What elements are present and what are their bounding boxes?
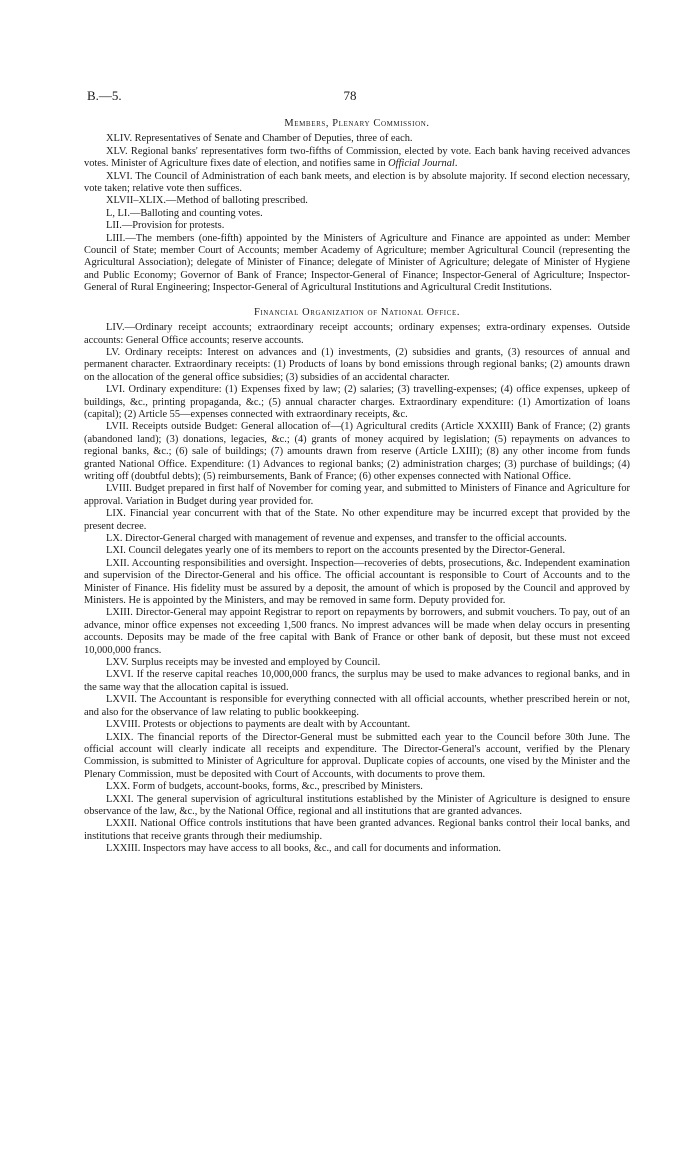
clause-paragraph bbox=[84, 657, 630, 669]
clause-paragraph bbox=[84, 220, 630, 232]
journal-title: Official Journal bbox=[388, 158, 455, 170]
clause-text: LXIX. The financial reports of the Director-General must be submitted each year to the Council before 30th June. The official account will clearly indicate all receipts and expenditure. The Director-General's account, verified by the Plenary Commission, is submitted to Minister of Agriculture for approval. Duplicate copies of accounts, one vised by the Minister and the Plenary Commission, must be deposited with Court of Accounts, with documents to prove them. bbox=[84, 731, 630, 780]
clause-paragraph bbox=[84, 508, 630, 533]
clause-paragraph bbox=[84, 732, 630, 782]
clause-text: XLIV. Representatives of Senate and Chamber of Deputies, three of each. bbox=[106, 133, 413, 145]
clause-text: LX. Director-General charged with management of revenue and expenses, and transfer to the official accounts. bbox=[106, 533, 567, 544]
clause-text: XLV. Regional banks' representatives form two-fifths of Commission, elected by vote. Each bank having received advances votes. Minister of Agriculture fixes date of election, and notifies same in bbox=[84, 145, 630, 170]
clause-text: LXV. Surplus receipts may be invested and employed by Council. bbox=[106, 657, 381, 669]
clause-text: LXXIII. Inspectors may have access to all books, &c., and call for documents and information. bbox=[106, 843, 502, 855]
clause-text: LXVII. The Accountant is responsible for everything connected with all official accounts, whether prescribed herein or not, and also for the observance of law relating to public bookkeeping. bbox=[84, 694, 630, 718]
clause-text: LVIII. Budget prepared in first half of November for coming year, and submitted to Ministers of Finance and Agriculture for approval. Variation in Budget during year provided for. bbox=[84, 483, 630, 507]
clause-text: LIX. Financial year concurrent with that of the State. No other expenditure may be incurred except that provided by the present decree. bbox=[84, 508, 630, 532]
clause-text: LIV.—Ordinary receipt accounts; extraordinary receipt accounts; ordinary expenses; extra-ordinary expenses. Outside accounts: General Office accounts; reserve accounts. bbox=[84, 322, 630, 346]
page-header bbox=[0, 88, 700, 108]
clause-paragraph bbox=[84, 171, 630, 196]
clause-paragraph bbox=[84, 195, 630, 207]
document-reference: B.—5. bbox=[87, 88, 122, 103]
clause-paragraph bbox=[84, 208, 630, 220]
clause-text: LXXI. The general supervision of agricultural institutions established by the Minister of Agriculture is designed to ensure observance of the law, &c., by the National Office, regional and all institutions that are granted advances. bbox=[84, 793, 630, 817]
clause-text: LXXII. National Office controls institutions that have been granted advances. Regional banks control their local banks, and institutions that receive grants through their mediumship. bbox=[84, 818, 630, 842]
clause-paragraph bbox=[84, 347, 630, 384]
clause-text: LXII. Accounting responsibilities and oversight. Inspection—recoveries of debts, prosecutions, &c. Independent examination and supervision of the Director-General and his office. The official accountant is responsible to Court of Accounts and to the Minister of Finance. His fidelity must be assured by a deposit, the amount of which is proposed by the Council and approved by Ministers. He is appointed by the Ministers, and may be removed in same form. Deputy provided for. bbox=[84, 557, 630, 607]
clause-paragraph bbox=[84, 781, 630, 793]
clause-tail: . bbox=[454, 158, 458, 170]
clause-text: LXVIII. Protests or objections to payments are dealt with by Accountant. bbox=[106, 719, 411, 731]
clause-paragraph bbox=[84, 719, 630, 731]
clause-text: LV. Ordinary receipts: Interest on advances and (1) investments, (2) subsidies and grants, (3) resources of annual and permanent character. Extraordinary receipts: (1) Products of loans by bond emissions through regional banks; (2) amounts drawn on the allocation of the general office subsidies; (3) subsidies of an accidental character. bbox=[84, 346, 630, 383]
section-heading: Financial Organization of National Office. bbox=[253, 306, 461, 318]
clause-text: LVI. Ordinary expenditure: (1) Expenses fixed by law; (2) salaries; (3) travelling-expenses; (4) office expenses, upkeep of buildings, &c., printing propaganda, &c.; (5) annual character charges. Extraordinary expenditure: (1) Amortization of loans (capital); (2) Article 55—expenses connected with extraordinary receipts, &c. bbox=[84, 384, 630, 420]
document-body bbox=[84, 118, 630, 856]
clause-paragraph bbox=[84, 233, 630, 295]
clause-text: LXI. Council delegates yearly one of its members to report on the accounts presented by the Director-General. bbox=[106, 545, 566, 557]
clause-text: LVII. Receipts outside Budget: General allocation of—(1) Agricultural credits (Article XXXIII) Bank of France; (2) grants (abandoned land); (3) donations, legacies, &c.; (4) grants of money acquired by legislation; (5) repayments on advances to regional banks, &c.; (6) sale of buildings; (7) amounts drawn from reserve (Article LXIII); (8) any other income from funds granted National Office. Expenditure: (1) Advances to regional banks; (2) administration charges; (3) purchase of buildings; (4) writing off (doubtful debts); (5) reimbursements, Bank of France; (6) other expenses connected with National Office. bbox=[84, 421, 630, 482]
clause-paragraph bbox=[84, 533, 630, 545]
clause-paragraph bbox=[84, 669, 630, 694]
section-heading: Members, Plenary Commission. bbox=[284, 118, 430, 129]
clause-paragraph bbox=[84, 607, 630, 657]
clause-paragraph bbox=[84, 384, 630, 421]
page-number: 78 bbox=[343, 88, 357, 103]
clause-text: XLVII–XLIX.—Method of balloting prescribed. bbox=[106, 195, 308, 207]
clause-paragraph bbox=[84, 818, 630, 843]
clause-paragraph bbox=[84, 794, 630, 819]
clause-text: XLVI. The Council of Administration of each bank meets, and election is by absolute majority. If second election necessary, vote taken; relative vote then suffices. bbox=[84, 170, 630, 195]
clause-paragraph bbox=[84, 133, 630, 145]
clause-paragraph bbox=[84, 558, 630, 608]
clause-paragraph bbox=[84, 146, 630, 171]
clause-text: LXVI. If the reserve capital reaches 10,000,000 francs, the surplus may be used to make advances to regional banks, and in the same way that the allocation capital is issued. bbox=[84, 669, 630, 693]
clause-text: LIII.—The members (one-fifth) appointed by the Ministers of Agriculture and Finance are appointed as under: Member Council of State; member Court of Accounts; member Academy of Agriculture; member Agricultural Council (representing the Agricultural Association); delegate of Minister of Finance; delegate of Minister of Agriculture; delegate of Minister of Hygiene and Public Economy; Governor of Bank of France; Inspector-General of Finance; Inspector-General of Agriculture; Inspector-General of Rural Engineering; Inspector-General of Agricultural Institutions and Agricultural Credit Institutions. bbox=[84, 232, 630, 294]
clause-paragraph bbox=[84, 322, 630, 347]
clause-paragraph bbox=[84, 843, 630, 855]
clause-paragraph bbox=[84, 545, 630, 557]
clause-paragraph bbox=[84, 483, 630, 508]
clause-text: L, LI.—Balloting and counting votes. bbox=[106, 207, 263, 219]
clause-paragraph bbox=[84, 421, 630, 483]
clause-paragraph bbox=[84, 694, 630, 719]
clause-text: LXX. Form of budgets, account-books, forms, &c., prescribed by Ministers. bbox=[106, 781, 423, 793]
clause-text: LXIII. Director-General may appoint Registrar to report on repayments by borrowers, and submit vouchers. To pay, out of an advance, minor office expenses not exceeding 1,500 francs. No imprest advances will be made when delay occurs in presenting accounts. Deposits may be made of the free capital with Bank of France or other bank of deposit, but these must not exceed 10,000,000 francs. bbox=[84, 607, 630, 656]
clause-text: LII.—Provision for protests. bbox=[106, 220, 225, 232]
